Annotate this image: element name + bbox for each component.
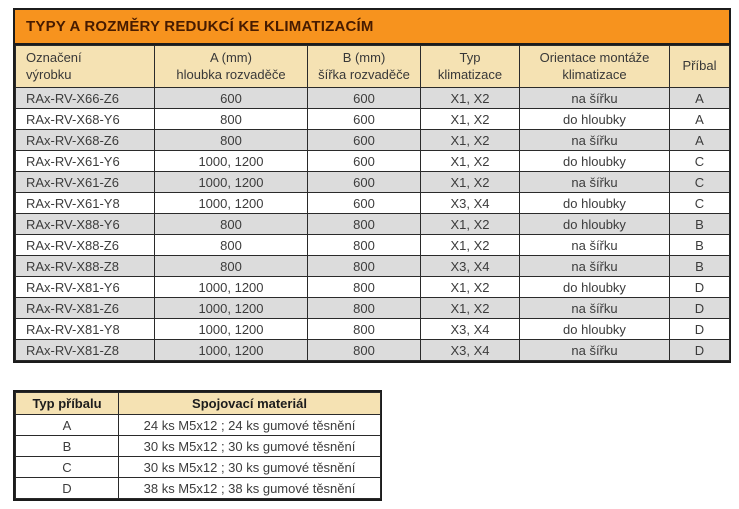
table-cell: 38 ks M5x12 ; 38 ks gumové těsnění [119,478,381,499]
table-cell: 600 [308,151,421,172]
table-row [16,172,730,193]
table-cell: RAx-RV-X81-Z6 [16,298,155,319]
table-cell: 800 [308,340,421,361]
table-cell: RAx-RV-X61-Z6 [16,172,155,193]
table-cell: do hloubky [520,151,670,172]
table-cell: 800 [155,256,308,277]
table-cell: 600 [308,172,421,193]
table-cell: na šířku [520,88,670,109]
column-header-depth-a [155,46,308,88]
table-cell: A [670,109,730,130]
header-line: hloubka rozvaděče [176,66,286,82]
table-cell: 24 ks M5x12 ; 24 ks gumové těsnění [119,415,381,436]
table-cell: do hloubky [520,193,670,214]
table-cell: do hloubky [520,319,670,340]
table-row [16,130,730,151]
column-header-ac-type [421,46,520,88]
header-line: výrobku [26,66,72,82]
table-cell: 1000, 1200 [155,172,308,193]
table-row [16,88,730,109]
table-row [16,256,730,277]
table-cell: C [670,172,730,193]
table-cell: na šířku [520,172,670,193]
header-line: A (mm) [210,49,252,65]
table-cell: D [670,298,730,319]
table-cell: na šířku [520,130,670,151]
table-cell: X1, X2 [421,235,520,256]
table-row [16,415,381,436]
header-line: Orientace montáže [539,49,650,65]
column-header-product-designation [16,46,155,88]
table-cell: X3, X4 [421,319,520,340]
table-cell: A [670,88,730,109]
table-row [16,151,730,172]
table-cell: 1000, 1200 [155,193,308,214]
connection-material-table [15,392,381,499]
table-cell: X1, X2 [421,109,520,130]
table-cell: 800 [308,256,421,277]
table-cell: 1000, 1200 [155,277,308,298]
table-row [16,277,730,298]
table-cell: RAx-RV-X88-Y6 [16,214,155,235]
table-cell: 600 [308,193,421,214]
table-row [16,109,730,130]
accessory-table-body [16,415,381,499]
table-row [16,319,730,340]
table-cell: B [16,436,119,457]
table-row [16,214,730,235]
table-cell: X1, X2 [421,277,520,298]
column-header-width-b [308,46,421,88]
table-cell: X1, X2 [421,130,520,151]
table-cell: A [670,130,730,151]
table-cell: RAx-RV-X81-Y8 [16,319,155,340]
table-cell: X3, X4 [421,256,520,277]
table-cell: 600 [308,109,421,130]
table-cell: 800 [308,298,421,319]
table-cell: RAx-RV-X88-Z6 [16,235,155,256]
table-cell: B [670,256,730,277]
table-cell: RAx-RV-X61-Y8 [16,193,155,214]
table-cell: do hloubky [520,109,670,130]
table-cell: RAx-RV-X66-Z6 [16,88,155,109]
table-cell: RAx-RV-X88-Z8 [16,256,155,277]
table-cell: 800 [155,130,308,151]
table-cell: 30 ks M5x12 ; 30 ks gumové těsnění [119,436,381,457]
table-cell: X3, X4 [421,340,520,361]
table-row [16,457,381,478]
accessory-pack-table [13,390,382,501]
table-cell: 1000, 1200 [155,298,308,319]
header-line: Příbal [682,58,717,74]
table-cell: 1000, 1200 [155,319,308,340]
header-line: B (mm) [342,49,386,65]
table-cell: na šířku [520,235,670,256]
header-row [16,46,730,88]
header-line: klimatizace [437,66,503,82]
table-cell: 800 [308,214,421,235]
table-cell: D [16,478,119,499]
table-cell: X1, X2 [421,298,520,319]
table-cell: X1, X2 [421,214,520,235]
table-cell: 800 [308,319,421,340]
table-cell: 600 [155,88,308,109]
header-line: klimatizace [562,66,627,82]
table-cell: D [670,340,730,361]
table-cell: A [16,415,119,436]
table-cell: 600 [308,130,421,151]
header-line: Typ [459,49,481,65]
table-cell: C [670,151,730,172]
table-row [16,436,381,457]
reduction-types-table [13,8,731,363]
table-cell: 30 ks M5x12 ; 30 ks gumové těsnění [119,457,381,478]
header-line: šířka rozvaděče [318,66,410,82]
table-cell: D [670,319,730,340]
table-cell: B [670,235,730,256]
column-header-mount-orientation [520,46,670,88]
table-cell: 1000, 1200 [155,340,308,361]
table-cell: RAx-RV-X61-Y6 [16,151,155,172]
table-cell: 800 [308,277,421,298]
table-cell: C [16,457,119,478]
header-row [16,393,381,415]
table-cell: na šířku [520,298,670,319]
table-row [16,193,730,214]
header-line: Označení [26,49,82,65]
table-cell: C [670,193,730,214]
table-title: TYPY A ROZMĚRY REDUKCÍ KE KLIMATIZACÍM [15,10,729,45]
table-cell: na šířku [520,256,670,277]
table-cell: do hloubky [520,277,670,298]
table-cell: X3, X4 [421,193,520,214]
table-cell: 800 [155,109,308,130]
table-cell: do hloubky [520,214,670,235]
column-header-connection-material: Spojovací materiál [119,393,381,415]
table-row [16,235,730,256]
table-cell: 1000, 1200 [155,151,308,172]
table-row [16,478,381,499]
table-cell: X1, X2 [421,151,520,172]
table-cell: 600 [308,88,421,109]
table-row [16,298,730,319]
table-row [16,340,730,361]
table-cell: RAx-RV-X68-Z6 [16,130,155,151]
table-cell: 800 [155,235,308,256]
table-cell: na šířku [520,340,670,361]
table-cell: 800 [308,235,421,256]
table-cell: RAx-RV-X68-Y6 [16,109,155,130]
table-cell: 800 [155,214,308,235]
column-header-accessory-pack [670,46,730,88]
table-cell: RAx-RV-X81-Z8 [16,340,155,361]
reduction-table-body [16,88,730,361]
table-cell: D [670,277,730,298]
reduction-dimensions-table [15,45,730,361]
table-cell: B [670,214,730,235]
table-cell: RAx-RV-X81-Y6 [16,277,155,298]
column-header-pack-type: Typ příbalu [16,393,119,415]
table-cell: X1, X2 [421,88,520,109]
table-cell: X1, X2 [421,172,520,193]
